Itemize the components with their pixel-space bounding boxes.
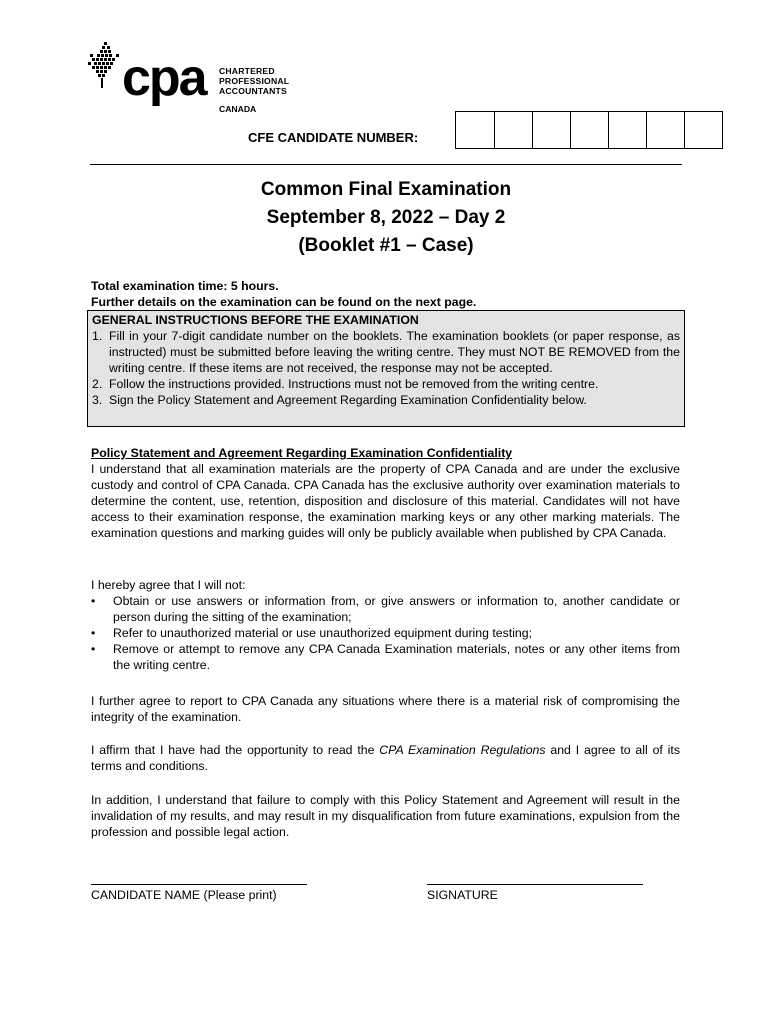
affirm-text-post: and I agree to all of its terms and conditions. — [91, 743, 680, 773]
logo-word: CHARTERED — [219, 66, 275, 76]
candidate-number-label: CFE CANDIDATE NUMBER: — [248, 130, 419, 145]
general-instructions-box — [87, 310, 685, 427]
candidate-number-boxes — [455, 111, 723, 149]
instructions-list — [92, 328, 680, 408]
exam-title-block — [90, 176, 682, 260]
instruction-number: 2. — [92, 377, 103, 391]
instruction-text: Follow the instructions provided. Instructions must not be removed from the writing centre. — [109, 377, 599, 391]
agreement-item — [91, 641, 680, 673]
instruction-item — [92, 392, 680, 408]
agreement-text: Remove or attempt to remove any CPA Canada Examination materials, notes or any other items from the writing centre. — [113, 642, 680, 672]
candidate-digit-box[interactable] — [494, 112, 532, 148]
agreement-item — [91, 625, 680, 641]
bullet-icon: • — [91, 594, 96, 608]
exam-time: Total examination time: 5 hours. — [91, 279, 279, 293]
agreement-list — [91, 593, 680, 673]
logo-brand: cpa — [122, 49, 206, 107]
consequences-paragraph-block — [91, 792, 680, 840]
report-paragraph-block — [91, 693, 680, 725]
agreement-section — [91, 577, 680, 673]
affirm-text-pre: I affirm that I have had the opportunity to read the — [91, 743, 380, 757]
logo-word: PROFESSIONAL — [219, 76, 290, 87]
agreement-item — [91, 593, 680, 625]
signature-line[interactable] — [427, 884, 643, 885]
instruction-number: 1. — [92, 329, 103, 343]
bullet-icon: • — [91, 642, 96, 656]
instruction-item — [92, 376, 680, 392]
candidate-digit-box[interactable] — [608, 112, 646, 148]
candidate-digit-box[interactable] — [570, 112, 608, 148]
instruction-text: Fill in your 7-digit candidate number on the booklets. The examination booklets (or paper response, as instructed) must be submitted before leaving the writing centre. They must NOT BE REMOVED from the writing centre. If these items are not received, the response may not be accepted. — [109, 329, 680, 375]
candidate-digit-box[interactable] — [456, 112, 494, 148]
bullet-icon: • — [91, 626, 96, 640]
policy-paragraph: I understand that all examination materials are the property of CPA Canada and are under the exclusive custody and control of CPA Canada. CPA Canada has the exclusive authority over examination materials to determine the content, use, retention, disposition and disclosure of this material. Candidates will not have access to their examination response, the examination marking keys or any other marking materials. The examination questions and marking guides will only be publicly available when published by CPA Canada. — [91, 462, 680, 540]
maple-leaf-dots-icon — [88, 42, 124, 92]
agreement-intro: I hereby agree that I will not: — [91, 578, 246, 592]
logo-wordmark — [219, 66, 289, 97]
instruction-text: Sign the Policy Statement and Agreement Regarding Examination Confidentiality below. — [109, 393, 587, 407]
regulations-title: CPA Examination Regulations — [379, 743, 546, 757]
agreement-text: Obtain or use answers or information from, or give answers or information to, another candidate or person during the sitting of the examination; — [113, 594, 680, 624]
agreement-text: Refer to unauthorized material or use unauthorized equipment during testing; — [113, 626, 533, 640]
logo-country: CANADA — [219, 104, 257, 114]
instruction-number: 3. — [92, 393, 103, 407]
exam-meta — [91, 278, 476, 310]
policy-section — [91, 445, 680, 541]
consequences-paragraph: In addition, I understand that failure to comply with this Policy Statement and Agreement will result in the invalidation of my results, and may result in my disqualification from future examinations, expulsion from the profession and possible legal action. — [91, 793, 680, 839]
instructions-heading: GENERAL INSTRUCTIONS BEFORE THE EXAMINATION — [92, 313, 419, 327]
exam-title: Common Final Examination — [260, 179, 512, 200]
candidate-name-label: CANDIDATE NAME (Please print) — [91, 888, 277, 902]
exam-details-note: Further details on the examination can be found on the next page. — [91, 295, 477, 309]
candidate-digit-box[interactable] — [646, 112, 684, 148]
header-divider — [90, 164, 682, 165]
candidate-name-line[interactable] — [91, 884, 307, 885]
signature-label: SIGNATURE — [427, 888, 498, 902]
candidate-digit-box[interactable] — [684, 112, 722, 148]
candidate-digit-box[interactable] — [532, 112, 570, 148]
exam-date: September 8, 2022 – Day 2 — [266, 207, 506, 228]
report-paragraph: I further agree to report to CPA Canada any situations where there is a material risk of compromising the integrity of the examination. — [91, 694, 680, 724]
instruction-item — [92, 328, 680, 376]
logo-word: ACCOUNTANTS — [219, 86, 287, 97]
policy-heading: Policy Statement and Agreement Regarding Examination Confidentiality — [91, 446, 513, 460]
cpa-logo — [88, 42, 318, 114]
affirm-paragraph-block — [91, 742, 680, 774]
exam-booklet: (Booklet #1 – Case) — [298, 235, 474, 256]
affirm-paragraph — [91, 742, 680, 774]
